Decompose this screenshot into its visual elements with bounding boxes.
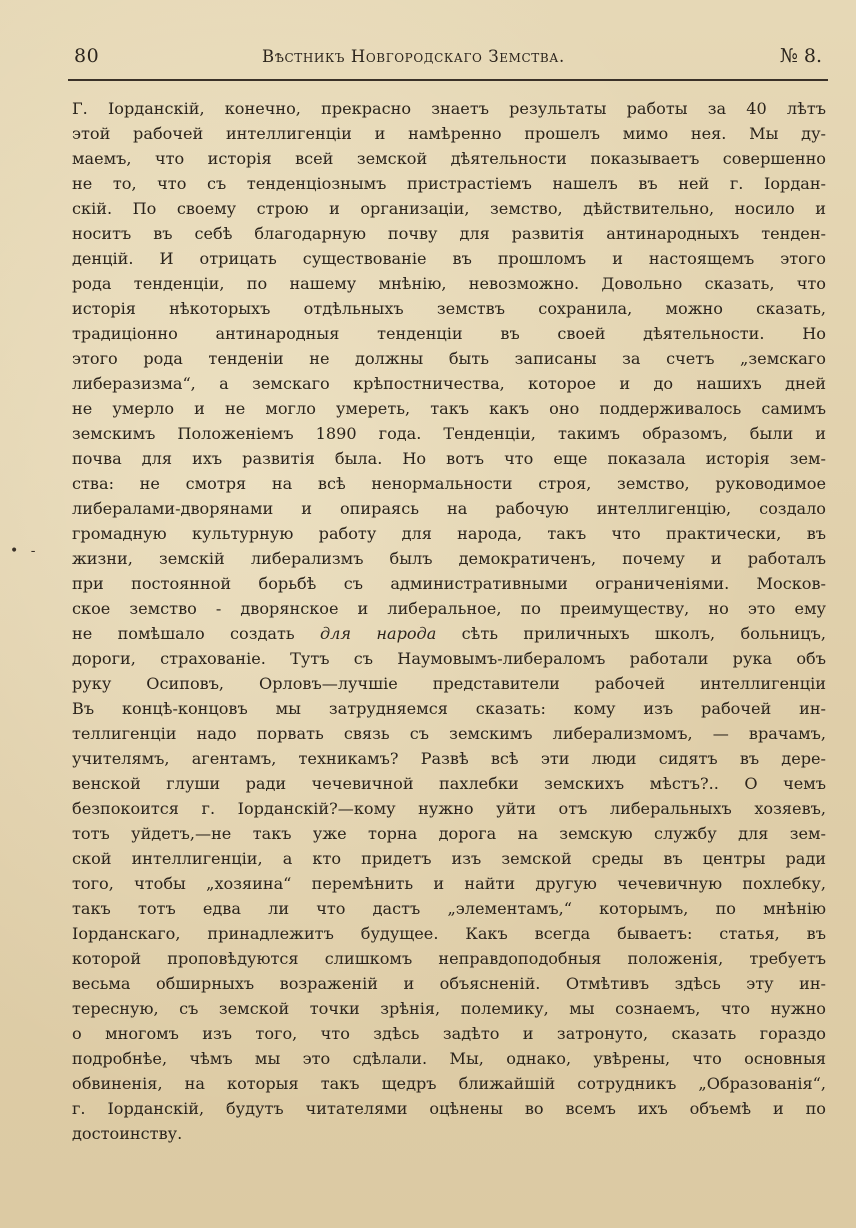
text-line: либералами-дворянами и опираясь на рабочую интеллигенцію, создало [72,499,826,518]
text-line: обвиненія, на которыя такъ щедръ ближайшій сотрудникъ „Образованія“, [72,1074,826,1093]
text-line: тотъ уйдетъ,—не такъ уже торна дорога на земскую службу для зем- [72,824,826,843]
text-line: дороги, страхованіе. Тутъ съ Наумовымъ-либераломъ работали рука объ [72,649,826,668]
journal-title: Вѣстникъ Новгородскаго Земства. [262,47,565,66]
text-line: не умерло и не могло умереть, такъ какъ оно поддерживалось самимъ [72,399,826,418]
text-line: носитъ въ себѣ благодарную почву для развитія антинародныхъ тенден- [72,224,826,243]
text-line: при постоянной борьбѣ съ административными ограниченіями. Москов- [72,574,826,593]
margin-mark: • - [10,543,40,559]
text-line: либеразизма“, а земскаго крѣпостничества, которое и до нашихъ дней [72,374,826,393]
text-line: громадную культурную работу для народа, такъ что практически, въ [72,524,826,543]
text-line: ское земство - дворянское и либеральное, по преимуществу, но это ему [72,599,826,618]
text-line: маемъ, что исторія всей земской дѣятельности показываетъ совершенно [72,149,826,168]
text-line-with-italic [72,621,826,646]
text-line: Г. Іорданскій, конечно, прекрасно знаетъ результаты работы за 40 лѣтъ [72,99,826,118]
text-line: теллигенціи надо порвать связь съ земскимъ либерализмомъ, — врачамъ, [72,724,826,743]
text-segment: не помѣшало создать [72,624,320,643]
issue-number: № 8. [779,45,822,67]
text-line: г. Іорданскій, будутъ читателями оцѣнены во всемъ ихъ объемѣ и по [72,1099,826,1118]
page-number: 80 [74,45,100,67]
header-rule [68,79,828,81]
text-line: этого рода тенденіи не должны быть записаны за счетъ „земскаго [72,349,826,368]
text-line: которой проповѣдуются слишкомъ неправдоподобныя положенія, требуетъ [72,949,826,968]
text-line: денцій. И отрицать существованіе въ прошломъ и настоящемъ этого [72,249,826,268]
page-header [74,45,822,69]
text-line: учителямъ, агентамъ, техникамъ? Развѣ всѣ эти люди сидятъ въ дере- [72,749,826,768]
text-line: жизни, земскій либерализмъ былъ демократиченъ, почему и работалъ [72,549,826,568]
text-line: Іорданскаго, принадлежитъ будущее. Какъ всегда бываетъ: статья, въ [72,924,826,943]
text-line: этой рабочей интеллигенціи и намѣренно прошелъ мимо нея. Мы ду- [72,124,826,143]
text-line: такъ тотъ едва ли что дастъ „элементамъ,“ которымъ, по мнѣнію [72,899,826,918]
article-body [72,96,826,1146]
text-line: венской глуши ради чечевичной пахлебки земскихъ мѣстъ?.. О чемъ [72,774,826,793]
text-line-last: достоинству. [72,1124,183,1143]
text-line: ской интеллигенціи, а кто придетъ изъ земской среды въ центры ради [72,849,826,868]
text-segment: сѣть приличныхъ школъ, больницъ, [436,624,826,643]
text-line: почва для ихъ развитія была. Но вотъ что еще показала исторія зем- [72,449,826,468]
text-line: о многомъ изъ того, что здѣсь задѣто и затронуто, сказать гораздо [72,1024,826,1043]
text-line: традиціонно антинародныя тенденціи въ своей дѣятельности. Но [72,324,826,343]
italic-phrase: для народа [319,624,437,643]
text-line: ства: не смотря на всѣ ненормальности строя, земство, руководимое [72,474,826,493]
text-line: исторія нѣкоторыхъ отдѣльныхъ земствъ сохранила, можно сказать, [72,299,826,318]
text-line: подробнѣе, чѣмъ мы это сдѣлали. Мы, однако, увѣрены, что основныя [72,1049,826,1068]
text-line: весьма обширныхъ возраженій и объясненій. Отмѣтивъ здѣсь эту ин- [72,974,826,993]
text-line: безпокоится г. Іорданскій?—кому нужно уйти отъ либеральныхъ хозяевъ, [72,799,826,818]
text-line: земскимъ Положеніемъ 1890 года. Тенденціи, такимъ образомъ, были и [72,424,826,443]
text-line: того, чтобы „хозяина“ перемѣнить и найти другую чечевичную похлебку, [72,874,826,893]
text-line: не то, что съ тенденціознымъ пристрастіемъ нашелъ въ ней г. Іордан- [72,174,826,193]
text-line: рода тенденціи, по нашему мнѣнію, невозможно. Довольно сказать, что [72,274,826,293]
text-line: скій. По своему строю и организаціи, земство, дѣйствительно, носило и [72,199,826,218]
text-line: тересную, съ земской точки зрѣнія, полемику, мы сознаемъ, что нужно [72,999,826,1018]
text-line: руку Осиповъ, Орловъ—лучшіе представители рабочей интеллигенціи [72,674,826,693]
text-line: Въ концѣ-концовъ мы затрудняемся сказать: кому изъ рабочей ин- [72,699,826,718]
